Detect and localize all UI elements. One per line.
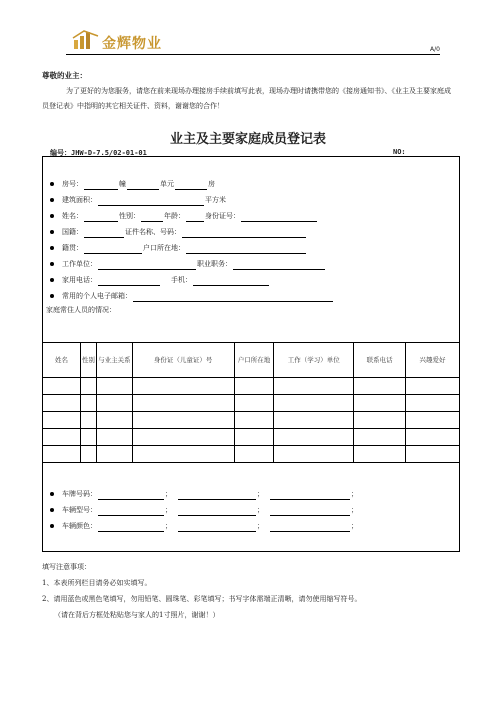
table-cell[interactable] <box>96 446 132 463</box>
bullet-icon <box>50 246 54 250</box>
gender-label: 性别： <box>119 212 140 220</box>
plate-label: 车牌号码： <box>62 490 97 498</box>
unit-label: 单元 <box>160 180 174 188</box>
email-label: 常用的个人电子邮箱： <box>62 292 132 300</box>
native-field[interactable] <box>84 244 142 254</box>
table-cell[interactable] <box>406 429 460 446</box>
phone-row <box>50 274 270 286</box>
room-suffix: 房 <box>208 180 215 188</box>
table-cell[interactable] <box>234 429 274 446</box>
table-cell[interactable] <box>132 429 234 446</box>
table-cell[interactable] <box>43 429 81 446</box>
table-cell[interactable] <box>96 412 132 429</box>
table-cell[interactable] <box>96 395 132 412</box>
note-item-3: （请在背后方框处粘贴您与家人的1寸照片，谢谢！） <box>54 611 220 619</box>
email-row <box>50 290 334 302</box>
position-label: 职业职务： <box>197 260 232 268</box>
building-label: 幢 <box>119 180 126 188</box>
gender-field[interactable] <box>141 212 163 222</box>
area-field[interactable] <box>98 196 204 206</box>
table-cell[interactable] <box>80 378 96 395</box>
cert-field[interactable] <box>182 228 306 238</box>
position-field[interactable] <box>233 260 325 270</box>
plate-field-1[interactable] <box>98 490 164 500</box>
room-field[interactable] <box>175 180 207 190</box>
note-item-2: 2、请用蓝色或黑色笔填写，勿用铅笔、圆珠笔、彩笔填写；书写字体需端正清晰，请勿使用缩写符号。 <box>42 595 362 603</box>
table-cell[interactable] <box>406 446 460 463</box>
table-cell[interactable] <box>406 395 460 412</box>
model-field-3[interactable] <box>270 506 350 516</box>
nationality-row <box>50 226 307 238</box>
area-unit: 平方米 <box>205 196 226 204</box>
table-cell[interactable] <box>274 429 354 446</box>
name-label: 姓名： <box>62 212 83 220</box>
color-label: 车辆颜色： <box>62 522 97 530</box>
color-field-1[interactable] <box>98 522 164 532</box>
model-label: 车辆型号： <box>62 506 97 514</box>
col-header: 姓名 <box>43 343 81 378</box>
name-field[interactable] <box>84 212 118 222</box>
native-row <box>50 242 307 254</box>
work-field[interactable] <box>98 260 196 270</box>
table-cell[interactable] <box>274 395 354 412</box>
bullet-icon <box>50 508 54 512</box>
table-cell[interactable] <box>80 446 96 463</box>
unit-field[interactable] <box>127 180 159 190</box>
room-building-field[interactable] <box>84 180 118 190</box>
table-cell[interactable] <box>274 412 354 429</box>
bullet-icon <box>50 278 54 282</box>
table-header-row <box>43 343 460 378</box>
logo-mark-icon <box>72 30 102 50</box>
page-code: A/0 <box>430 46 440 53</box>
table-cell[interactable] <box>406 378 460 395</box>
color-row: 车辆颜色： ； ； ； <box>50 520 358 532</box>
table-cell[interactable] <box>132 378 234 395</box>
table-cell[interactable] <box>132 412 234 429</box>
hukou-label: 户口所在地： <box>143 244 185 252</box>
table-cell[interactable] <box>132 446 234 463</box>
family-label: 家庭常住人员的情况： <box>46 306 116 314</box>
form-number: 编号：JHW-D-7.5/02-01-01 <box>50 149 147 157</box>
email-field[interactable] <box>133 292 333 302</box>
plate-row: 车牌号码： ； ； ； <box>50 488 358 500</box>
table-cell[interactable] <box>96 378 132 395</box>
mobile-label: 手机： <box>171 276 192 284</box>
bullet-icon <box>50 198 54 202</box>
model-field-1[interactable] <box>98 506 164 516</box>
note-item-1: 1、本表所列栏目请务必如实填写。 <box>42 579 152 587</box>
table-cell[interactable] <box>274 446 354 463</box>
room-row <box>50 178 215 190</box>
bullet-icon <box>50 230 54 234</box>
table-row <box>43 395 460 412</box>
table-cell[interactable] <box>234 412 274 429</box>
bullet-icon <box>50 294 54 298</box>
table-cell[interactable] <box>80 395 96 412</box>
table-cell[interactable] <box>354 395 406 412</box>
col-header: 与业主关系 <box>96 343 132 378</box>
notes-title: 填写注意事项： <box>42 563 91 571</box>
greeting: 尊敬的业主： <box>42 71 87 80</box>
bullet-icon <box>50 524 54 528</box>
bullet-icon <box>50 262 54 266</box>
age-label: 年龄： <box>164 212 185 220</box>
area-label: 建筑面积： <box>62 196 97 204</box>
area-row <box>50 194 226 206</box>
table-cell[interactable] <box>80 412 96 429</box>
intro-text: 为了更好的为您服务，请您在前来现场办理接房手续前填写此表，现场办理时请携带您的《接房通知书》、《业主及主要家庭成员登记表》中指明的其它相关证件、资料，谢谢您的合作！ <box>42 87 451 110</box>
table-cell[interactable] <box>234 395 274 412</box>
bullet-icon <box>50 214 54 218</box>
phone-label: 家用电话： <box>62 276 97 284</box>
phone-field[interactable] <box>98 276 160 286</box>
col-header: 性别 <box>80 343 96 378</box>
cert-label: 证件名称、号码： <box>125 228 181 236</box>
header-divider <box>66 54 440 55</box>
table-cell[interactable] <box>274 378 354 395</box>
bullet-icon <box>50 182 54 186</box>
table-cell[interactable] <box>43 378 81 395</box>
col-header: 身份证（儿童证）号 <box>132 343 234 378</box>
id-field[interactable] <box>241 212 317 222</box>
model-row: 车辆型号： ； ； ； <box>50 504 358 516</box>
table-cell[interactable] <box>406 412 460 429</box>
work-label: 工作单位： <box>62 260 97 268</box>
table-cell[interactable] <box>354 429 406 446</box>
table-cell[interactable] <box>354 446 406 463</box>
table-cell[interactable] <box>354 412 406 429</box>
serial-no-label: NO: <box>393 148 406 156</box>
col-header: 兴趣爱好 <box>406 343 460 378</box>
plate-field-2[interactable] <box>178 490 256 500</box>
personal-row <box>50 210 318 222</box>
table-cell[interactable] <box>132 395 234 412</box>
work-row <box>50 258 326 270</box>
col-header: 联系电话 <box>354 343 406 378</box>
col-header: 户口所在地 <box>234 343 274 378</box>
room-label: 房号： <box>62 180 83 188</box>
color-field-3[interactable] <box>270 522 350 532</box>
company-logo <box>72 28 192 54</box>
table-cell[interactable] <box>234 378 274 395</box>
age-field[interactable] <box>186 212 204 222</box>
table-cell[interactable] <box>80 429 96 446</box>
mobile-field[interactable] <box>193 276 269 286</box>
id-label: 身份证号： <box>205 212 240 220</box>
table-cell[interactable] <box>354 378 406 395</box>
table-row <box>43 429 460 446</box>
table-row <box>43 412 460 429</box>
nationality-field[interactable] <box>84 228 124 238</box>
logo-text: 金辉物业 <box>102 36 162 52</box>
table-row <box>43 446 460 463</box>
plate-field-3[interactable] <box>270 490 350 500</box>
model-field-2[interactable] <box>178 506 256 516</box>
native-label: 籍贯： <box>62 244 83 252</box>
table-cell[interactable] <box>43 446 81 463</box>
bullet-icon <box>50 492 54 496</box>
table-cell[interactable] <box>43 412 81 429</box>
nationality-label: 国籍： <box>62 228 83 236</box>
hukou-field[interactable] <box>186 244 306 254</box>
col-header: 工作（学习）单位 <box>274 343 354 378</box>
color-field-2[interactable] <box>178 522 256 532</box>
table-cell[interactable] <box>96 429 132 446</box>
page-title: 业主及主要家庭成员登记表 <box>169 132 326 147</box>
members-table <box>42 342 460 463</box>
table-row <box>43 378 460 395</box>
table-cell[interactable] <box>234 446 274 463</box>
table-cell[interactable] <box>43 395 81 412</box>
